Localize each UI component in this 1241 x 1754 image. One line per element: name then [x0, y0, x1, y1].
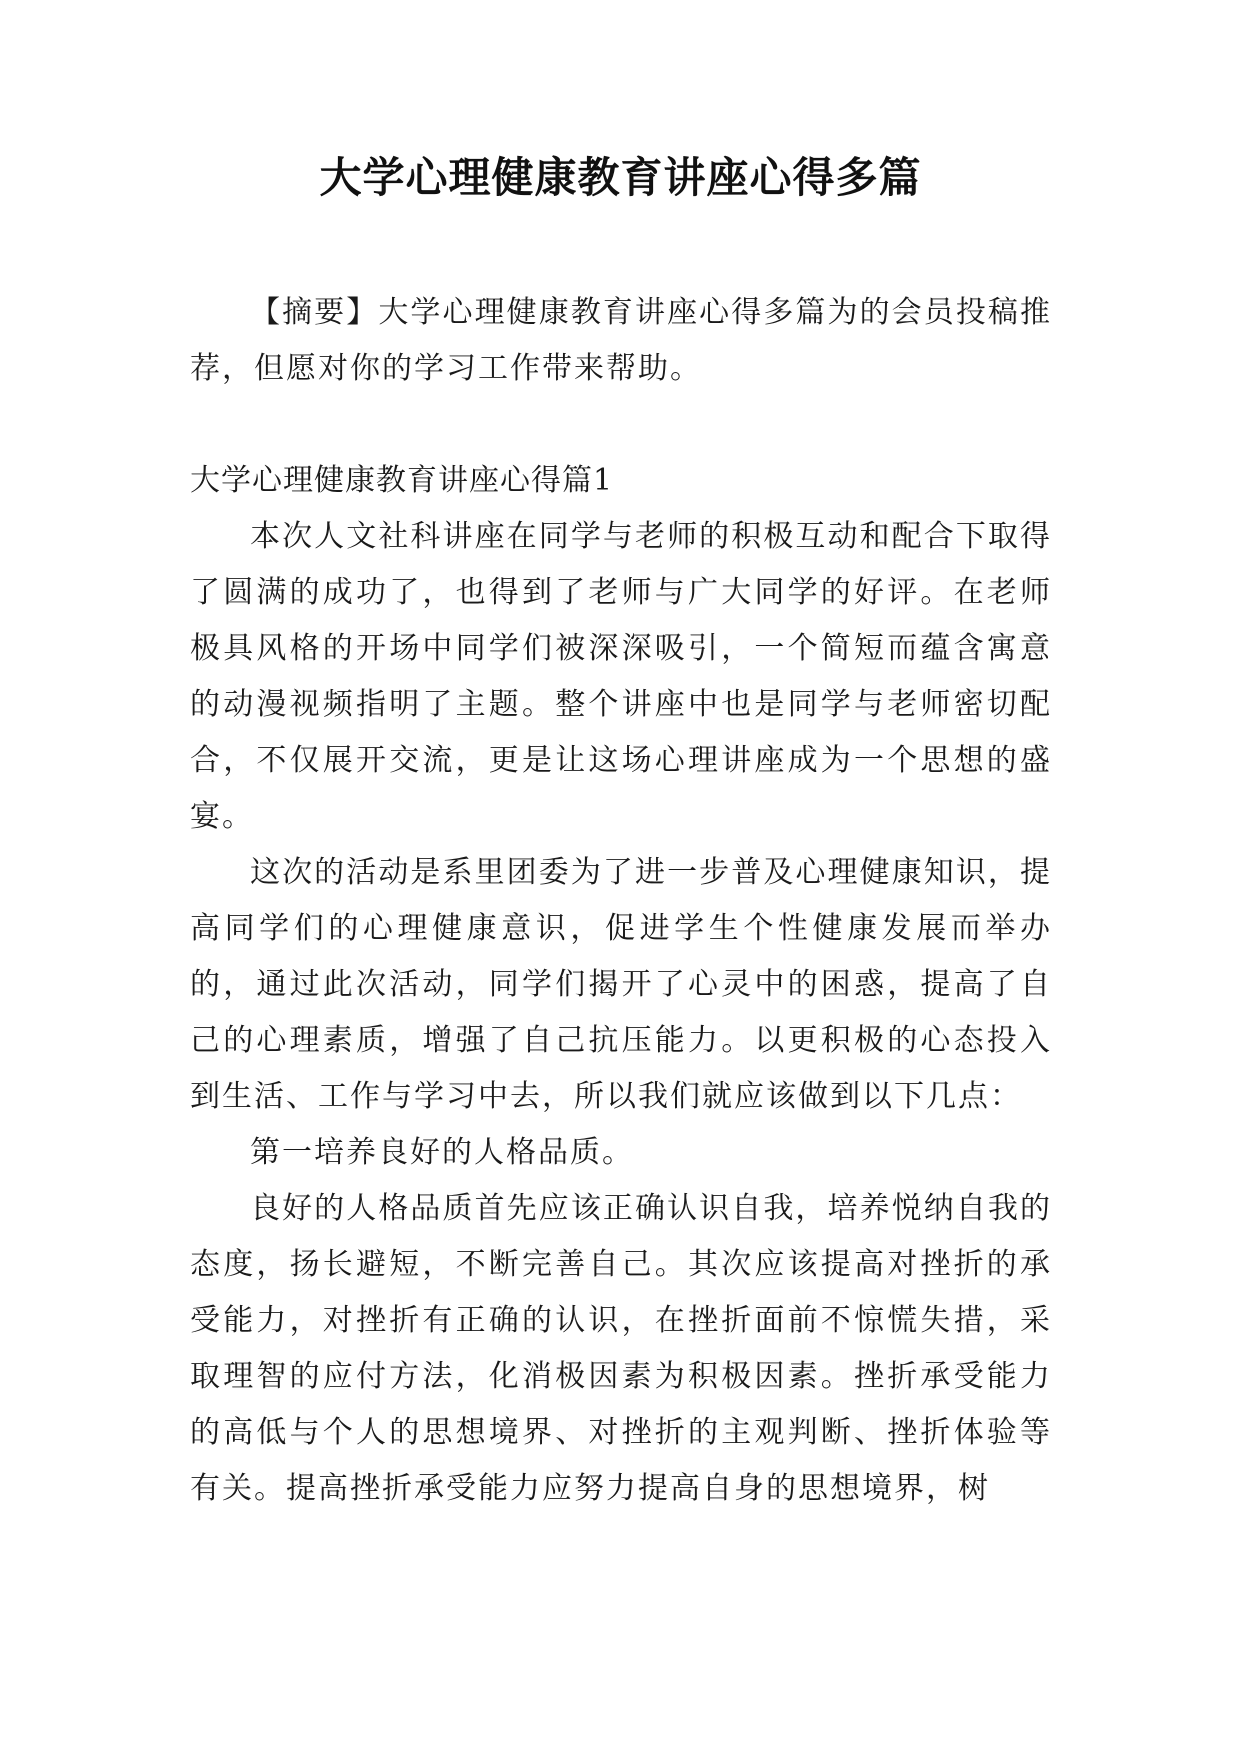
section-heading: 大学心理健康教育讲座心得篇1	[190, 463, 614, 498]
body-paragraph: 这次的活动是系里团委为了进一步普及心理健康知识，提高同学们的心理健康意识，促进学生个性健康发展而举办的，通过此次活动，同学们揭开了心灵中的困惑，提高了自己的心理素质，增强了自己抗压能力。以更积极的心态投入到生活、工作与学习中去，所以我们就应该做到以下几点：	[190, 855, 1052, 1114]
document-body	[190, 285, 1052, 1517]
document-title: 大学心理健康教育讲座心得多篇	[319, 153, 922, 202]
body-paragraph: 本次人文社科讲座在同学与老师的积极互动和配合下取得了圆满的成功了，也得到了老师与广大同学的好评。在老师极具风格的开场中同学们被深深吸引，一个简短而蕴含寓意的动漫视频指明了主题。整个讲座中也是同学与老师密切配合，不仅展开交流，更是让这场心理讲座成为一个思想的盛宴。	[190, 519, 1052, 834]
abstract-paragraph: 【摘要】大学心理健康教育讲座心得多篇为的会员投稿推荐，但愿对你的学习工作带来帮助。	[190, 295, 1052, 386]
body-paragraph: 第一培养良好的人格品质。	[250, 1135, 634, 1170]
body-paragraph: 良好的人格品质首先应该正确认识自我，培养悦纳自我的态度，扬长避短，不断完善自己。其次应该提高对挫折的承受能力，对挫折有正确的认识，在挫折面前不惊慌失措，采取理智的应付方法，化消极因素为积极因素。挫折承受能力的高低与个人的思想境界、对挫折的主观判断、挫折体验等有关。提高挫折承受能力应努力提高自身的思想境界，树	[190, 1191, 1052, 1506]
